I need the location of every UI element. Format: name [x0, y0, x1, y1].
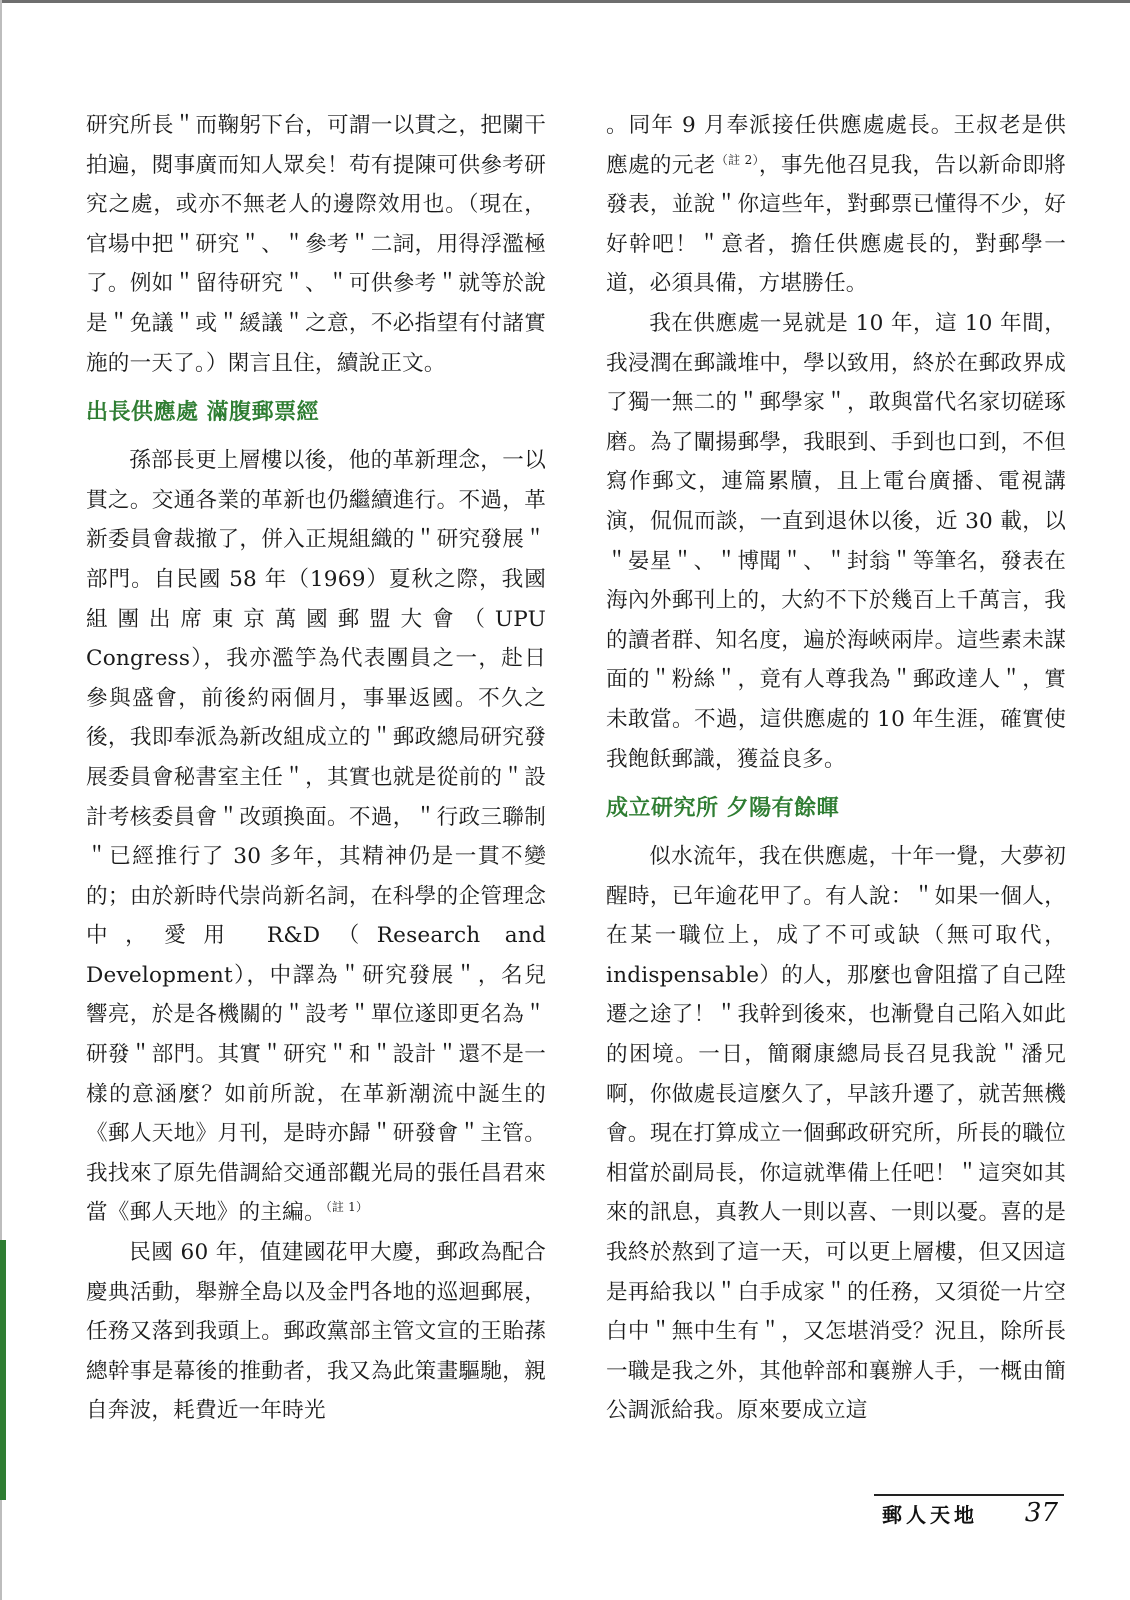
right-paragraph-2: 我在供應處一晃就是 10 年，這 10 年間，我浸潤在郵識堆中，學以致用，終於在郵政界成了獨一無二的＂郵學家＂，敢與當代名家切磋琢磨。為了闡揚郵學，我眼到、手到也口到，不但寫作郵文，連篇累牘，且上電台廣播、電視講演，侃侃而談，一直到退休以後，近 30 載，以＂晏星＂、＂博聞＂、＂封翁＂等筆名，發表在海內外郵刊上的，大約不下於幾百上千萬言，我的讀者群、知名度，遍於海峽兩岸。這些素未謀面的＂粉絲＂，竟有人尊我為＂郵政達人＂，實未敢當。不過，這供應處的 10 年生涯，確實使我飽飫郵識，獲益良多。 — [606, 310, 1066, 772]
magazine-title: 郵人天地 — [882, 1502, 978, 1527]
left-paragraph-3: 民國 60 年，值建國花甲大慶，郵政為配合慶典活動，舉辦全島以及金門各地的巡迴郵展，任務又落到我頭上。郵政黨部主管文宣的王貽蓀總幹事是幕後的推動者，我又為此策畫驅馳，親自奔波，耗費近一年時光 — [86, 1240, 546, 1424]
section-heading-1: 出長供應處 滿腹郵票經 — [86, 400, 320, 426]
left-paragraph-1: 研究所長＂而鞠躬下台，可謂一以貫之，把闌干拍遍，閱事廣而知人眾矣！苟有提陳可供參考研究之處，或亦不無老人的邊際效用也。（現在，官場中把＂研究＂、＂參考＂二詞，用得浮濫極了。例如＂留待研究＂、＂可供參考＂就等於說是＂免議＂或＂緩議＂之意，不必指望有付諸實施的一天了。）閑言且住，續說正文。 — [86, 113, 546, 376]
page-number: 37 — [1024, 1498, 1058, 1528]
left-paragraph-2 — [86, 441, 546, 1233]
left-paragraph-2-text: 孫部長更上層樓以後，他的革新理念，一以貫之。交通各業的革新也仍繼續進行。不過，革新委員會裁撤了，併入正規組織的＂研究發展＂部門。自民國 58 年（1969）夏秋之際，我國組團出席東京萬國郵盟大會（UPU Congress），我亦濫竽為代表團員之一，赴日參與盛會，前後約兩個月，事畢返國。不久之後，我即奉派為新改組成立的＂郵政總局研究發展委員會秘書室主任＂，其實也就是從前的＂設計考核委員會＂改頭換面。不過，＂行政三聯制＂已經推行了 30 多年，其精神仍是一貫不變的；由於新時代崇尚新名詞，在科學的企管理念中，愛用 R&D（Research and Development），中譯為＂研究發展＂，名兒響亮，於是各機關的＂設考＂單位遂即更名為＂研發＂部門。其實＂研究＂和＂設計＂還不是一樣的意涵麼？如前所說，在革新潮流中誕生的《郵人天地》月刊，是時亦歸＂研發會＂主管。我找來了原先借調給交通部觀光局的張任昌君來當《郵人天地》的主編。 — [86, 448, 546, 1226]
green-margin-strip — [0, 1240, 6, 1500]
section-heading-2: 成立研究所 夕陽有餘暉 — [606, 796, 840, 822]
right-paragraph-1a: 。同年 9 月奉派接任供應處處長。王叔老是供應處的元老 — [606, 113, 1066, 178]
right-paragraph-1 — [606, 106, 1066, 304]
left-column — [86, 106, 546, 1431]
scan-edge-top — [0, 0, 1130, 3]
right-paragraph-1b: ，事先他召見我，告以新命即將發表，並說＂你這些年，對郵票已懂得不少，好好幹吧！＂意者，擔任供應處長的，對郵學一道，必須具備，方堪勝任。 — [606, 152, 1066, 297]
page-footer — [874, 1494, 1064, 1530]
right-column — [606, 106, 1066, 1431]
footnote-ref-1: （註 1） — [325, 1200, 369, 1215]
right-paragraph-3: 似水流年，我在供應處，十年一覺，大夢初醒時，已年逾花甲了。有人說：＂如果一個人，在某一職位上，成了不可或缺（無可取代，indispensable）的人，那麼也會阻擋了自己陞遷之途了！＂我幹到後來，也漸覺自己陷入如此的困境。一日，簡爾康總局長召見我說＂潘兄啊，你做處長這麼久了，早該升遷了，就苦無機會。現在打算成立一個郵政研究所，所長的職位相當於副局長，你這就準備上任吧！＂這突如其來的訊息，真教人一則以喜、一則以憂。喜的是我終於熬到了這一天，可以更上層樓，但又因這是再給我以＂白手成家＂的任務，又須從一片空白中＂無中生有＂，又怎堪消受？況且，除所長一職是我之外，其他幹部和襄辦人手，一概由簡公調派給我。原來要成立這 — [606, 844, 1066, 1424]
footnote-ref-2: （註 2） — [715, 152, 759, 167]
